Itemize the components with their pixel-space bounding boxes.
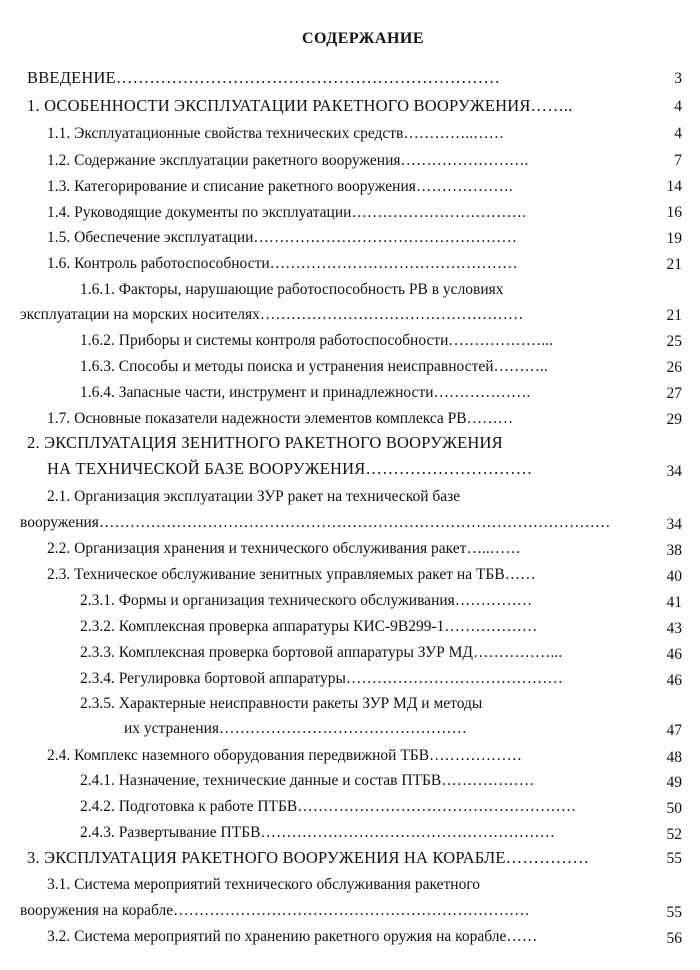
toc-entry-3-1[interactable] [47,876,480,894]
toc-page-number: 29 [666,411,682,428]
toc-entry-text: 3.1. Система мероприятий технического обслуживания ракетного [47,876,481,893]
toc-entry-1-7[interactable] [47,410,513,428]
toc-entry-text: 2.2. Организация хранения и технического обслуживания ракет…..…… [47,540,521,557]
toc-entry-text: 3.2. Система мероприятий по хранению ракетного оружия на корабле…… [47,928,538,945]
toc-entry-text: 1.7. Основные показатели надежности элементов комплекса РВ……… [47,410,514,427]
toc-entry-2-4-3[interactable] [80,824,555,842]
toc-entry-1-2[interactable] [47,152,528,170]
toc-entry-section-2-continuation[interactable] [47,460,532,478]
toc-entry-text: 1.6.1. Факторы, нарушающие работоспособность РВ в условиях [80,281,504,298]
toc-entry-text: 2.1. Организация эксплуатации ЗУР ракет на технической базе [47,488,461,505]
toc-entry-2-3-1[interactable] [80,592,532,610]
toc-page-number: 4 [674,98,682,115]
toc-entry-2-4[interactable] [47,747,522,765]
toc-page-number: 25 [666,333,682,350]
toc-entry-1-1[interactable] [47,125,504,143]
toc-entry-2-2[interactable] [47,540,521,558]
toc-entry-1-6[interactable] [47,255,518,273]
toc-entry-1-6-2[interactable] [80,332,553,350]
toc-entry-introduction[interactable] [27,69,500,87]
toc-entry-text-continued: эксплуатации на морских носителях…………………………………………… [20,306,524,323]
toc-entry-text: 2.4.1. Назначение, технические данные и состав ПТБВ……………… [80,772,535,789]
toc-entry-1-3[interactable] [47,178,513,196]
toc-entry-text: 1.3. Категорирование и списание ракетного вооружения………………. [47,178,513,195]
toc-entry-text: 2.3.4. Регулировка бортовой аппаратуры…………………………………… [80,670,563,687]
toc-entry-text: 2.4.2. Подготовка к работе ПТБВ……………………………………………… [80,798,577,815]
toc-entry-text: 3. ЭКСПЛУАТАЦИЯ РАКЕТНОГО ВООРУЖЕНИЯ НА КОРАБЛЕ…………… [27,848,590,867]
toc-page-number: 55 [666,850,682,867]
toc-entry-2-3[interactable] [47,566,536,584]
toc-entry-2-3-4[interactable] [80,670,563,688]
toc-page-number: 48 [666,749,682,766]
toc-entry-text: 2.3.1. Формы и организация технического обслуживания…………… [80,592,533,609]
toc-entry-text: 1.1. Эксплуатационные свойства технических средств…………..…… [47,125,505,142]
toc-entry-1-6-3[interactable] [80,358,548,376]
toc-page-number: 41 [666,594,682,611]
toc-entry-2-4-2[interactable] [80,798,576,816]
toc-page-number: 47 [666,722,682,739]
toc-page-number: 16 [666,204,682,221]
toc-page-number: 38 [666,542,682,559]
toc-entry-2-3-5-continuation[interactable] [124,720,467,738]
toc-page-number: 50 [666,800,682,817]
toc-page-number: 7 [674,152,682,169]
toc-page-number: 34 [666,463,682,480]
toc-entry-text: 2.4.3. Развертывание ПТБВ………………………………………………… [80,824,555,841]
toc-page-number: 21 [666,256,682,273]
toc-entry-text: 1.6.3. Способы и методы поиска и устранения неисправностей……….. [80,358,548,375]
toc-entry-2-1-continuation[interactable] [20,514,610,532]
toc-entry-1-6-1-continuation[interactable] [20,306,523,324]
toc-entry-text: 1.5. Обеспечение эксплуатации…………………………………………… [47,229,517,246]
toc-entry-section-1[interactable] [27,97,573,115]
toc-page-number: 49 [666,774,682,791]
toc-page-number: 21 [666,307,682,324]
toc-entry-text-continued: вооружения……………………………………………………………………………………… [20,514,611,531]
toc-entry-2-3-3[interactable] [80,644,562,662]
toc-page-number: 43 [666,620,682,637]
toc-entry-text: 2.3.5. Характерные неисправности ракеты ЗУР МД и методы [80,695,483,712]
toc-entry-2-3-5[interactable] [80,695,482,713]
toc-entry-text: ВВЕДЕНИЕ…………………………………………………………… [27,68,501,87]
toc-page-number: 56 [666,930,682,947]
toc-entry-text: 1.6. Контроль работоспособности………………………………………… [47,255,518,272]
toc-entry-1-5[interactable] [47,229,517,247]
toc-entry-text: 2.3.3. Комплексная проверка бортовой аппаратуры ЗУР МД……………... [80,644,563,661]
toc-entry-2-1[interactable] [47,488,460,506]
toc-entry-text: 1.6.2. Приборы и системы контроля работоспособности………………... [80,332,554,349]
toc-page-number: 55 [666,904,682,921]
toc-entry-text-continued: их устранения………………………………………… [124,720,468,737]
toc-entry-text: 2.3.2. Комплексная проверка аппаратуры КИС-9В299-1……………… [80,618,538,635]
toc-entry-section-3[interactable] [27,849,589,867]
toc-entry-3-2[interactable] [47,928,537,946]
toc-entry-text: 2.3. Техническое обслуживание зенитных управляемых ракет на ТБВ…… [47,566,536,583]
toc-page-number: 52 [666,826,682,843]
toc-entry-2-3-2[interactable] [80,618,537,636]
toc-page-number: 40 [666,568,682,585]
toc-entry-text: 1.4. Руководящие документы по эксплуатации……………………………. [47,204,526,221]
toc-page-number: 46 [666,646,682,663]
toc-page-number: 46 [666,672,682,689]
toc-page-number: 4 [674,125,682,142]
toc-entry-1-4[interactable] [47,204,526,222]
toc-entry-text-continued: вооружения на корабле…………………………………………………………… [20,902,530,919]
toc-entry-3-1-continuation[interactable] [20,902,530,920]
toc-entry-1-6-4[interactable] [80,384,530,402]
toc-page-number: 26 [666,359,682,376]
toc-page-number: 19 [666,230,682,247]
toc-page-number: 27 [666,385,682,402]
toc-entry-text: 1.2. Содержание эксплуатации ракетного вооружения……………………. [47,152,529,169]
toc-entry-text-continued: НА ТЕХНИЧЕСКОЙ БАЗЕ ВООРУЖЕНИЯ………………………… [47,459,533,478]
toc-entry-text: 2.4. Комплекс наземного оборудования передвижной ТБВ……………… [47,747,523,764]
page-title: СОДЕРЖАНИЕ [301,30,425,47]
toc-page-number: 34 [666,516,682,533]
toc-entry-2-4-1[interactable] [80,772,534,790]
toc-entry-1-6-1[interactable] [80,281,504,299]
toc-page-number: 3 [674,70,682,87]
toc-entry-text: 1.6.4. Запасные части, инструмент и принадлежности………………. [80,384,531,401]
toc-entry-section-2[interactable] [27,434,503,452]
toc-page-number: 14 [666,178,682,195]
toc-entry-text: 2. ЭКСПЛУАТАЦИЯ ЗЕНИТНОГО РАКЕТНОГО ВООРУЖЕНИЯ [27,433,503,452]
toc-entry-text: 1. ОСОБЕННОСТИ ЭКСПЛУАТАЦИИ РАКЕТНОГО ВООРУЖЕНИЯ…….. [27,96,573,115]
